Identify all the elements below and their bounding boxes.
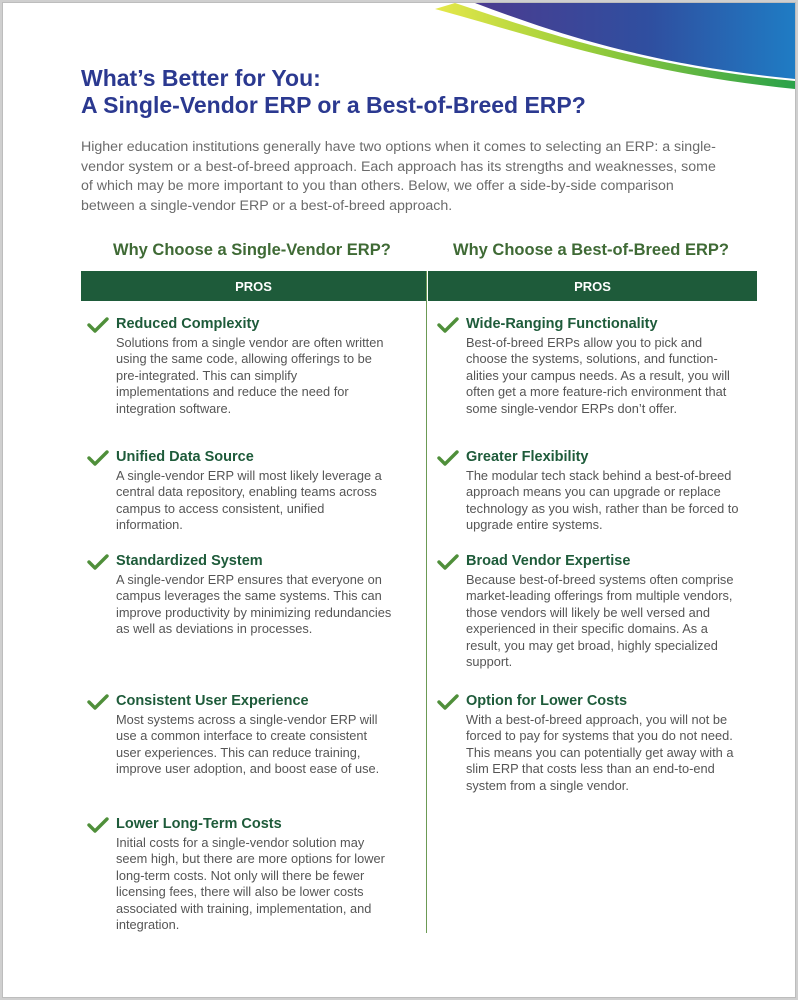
page-title (81, 65, 586, 119)
pro-item-reduced-complexity (87, 315, 392, 417)
pro-item-title: Reduced Complexity (116, 316, 260, 332)
check-icon (87, 693, 109, 711)
check-icon (437, 316, 459, 334)
check-icon (87, 316, 109, 334)
check-icon (437, 449, 459, 467)
best-of-breed-heading: Why Choose a Best-of-Breed ERP? (453, 241, 729, 259)
pro-item-text: Initial costs for a single-vendor solution may seem high, but there are more options for lower long-term costs. Not only will there be fewer licensing fees, there will also be lower costs associated with training, implementation, and integration. (116, 835, 385, 933)
check-icon (437, 553, 459, 571)
pro-item-text: A single-vendor ERP will most likely leverage a central data repository, enabling teams across campus to access consistent, unified information. (116, 468, 382, 533)
pro-item-text: Solutions from a single vendor are often written using the same code, allowing offerings to be pre-integrated. This can simplify implementations and reduce the need for integration software. (116, 335, 384, 416)
check-icon (87, 449, 109, 467)
pro-item-title: Lower Long-Term Costs (116, 816, 282, 832)
pro-item-text: A single-vendor ERP ensures that everyone on campus leverages the same systems. This can improve productivity by minimizing redundancies as well as deviations in processes. (116, 572, 392, 637)
column-divider (426, 271, 427, 933)
pro-item-title: Consistent User Experience (116, 693, 309, 709)
pro-item-option-for-lower-costs (437, 692, 742, 794)
pro-item-title: Broad Vendor Expertise (466, 553, 631, 569)
pro-item-greater-flexibility (437, 448, 742, 534)
pro-item-title: Standardized System (116, 553, 263, 569)
pro-item-text: The modular tech stack behind a best-of-breed approach means you can upgrade or replace technology as you wish, rather than be forced to upgrade entire systems. (466, 468, 739, 533)
title-line-1: What’s Better for You: (81, 65, 321, 91)
title-line-2: A Single-Vendor ERP or a Best-of-Breed ERP? (81, 92, 586, 118)
check-icon (87, 816, 109, 834)
pro-item-text: With a best-of-breed approach, you will not be forced to pay for systems that you do not need. This means you can potentially get away with a slim ERP that costs less than an end-to-end system from a single vendor. (466, 712, 734, 793)
check-icon (437, 693, 459, 711)
single-vendor-pros-bar: PROS (81, 271, 426, 301)
pro-item-consistent-user-experience (87, 692, 392, 778)
pro-item-title: Option for Lower Costs (466, 693, 628, 709)
document-page (2, 2, 796, 998)
single-vendor-heading: Why Choose a Single-Vendor ERP? (113, 241, 391, 259)
pro-item-text: Most systems across a single-vendor ERP will use a common interface to create consistent user experiences. This can reduce training, improve user adoption, and boost ease of use. (116, 712, 380, 777)
pro-item-wide-ranging-functionality (437, 315, 742, 417)
pro-item-title: Greater Flexibility (466, 449, 589, 465)
pro-item-title: Wide-Ranging Functionality (466, 316, 658, 332)
pro-item-text: Because best-of-breed systems often comprise market-leading offerings from multiple vendors, those vendors will likely be well versed and experienced in their specific domains. As a result, you may get broad, highly specialized support. (466, 572, 734, 670)
best-of-breed-pros-bar: PROS (428, 271, 757, 301)
pro-item-text: Best-of-breed ERPs allow you to pick and choose the systems, solutions, and function-alities your campus needs. As a result, you will often get a more feature-rich environment that some single-vendor ERPs don’t offer. (466, 335, 730, 416)
pro-item-broad-vendor-expertise (437, 552, 742, 670)
check-icon (87, 553, 109, 571)
pro-item-lower-long-term-costs (87, 815, 392, 933)
pro-item-title: Unified Data Source (116, 449, 254, 465)
pro-item-unified-data-source (87, 448, 392, 534)
pro-item-standardized-system (87, 552, 392, 638)
intro-paragraph: Higher education institutions generally have two options when it comes to selecting an ERP: a single-vendor system or a best-of-breed approach. Each approach has its strengths and weaknesses, some of which may be more important to you than others. Below, we offer a side-by-side comparison between a single-vendor ERP or a best-of-breed approach. (81, 139, 716, 214)
